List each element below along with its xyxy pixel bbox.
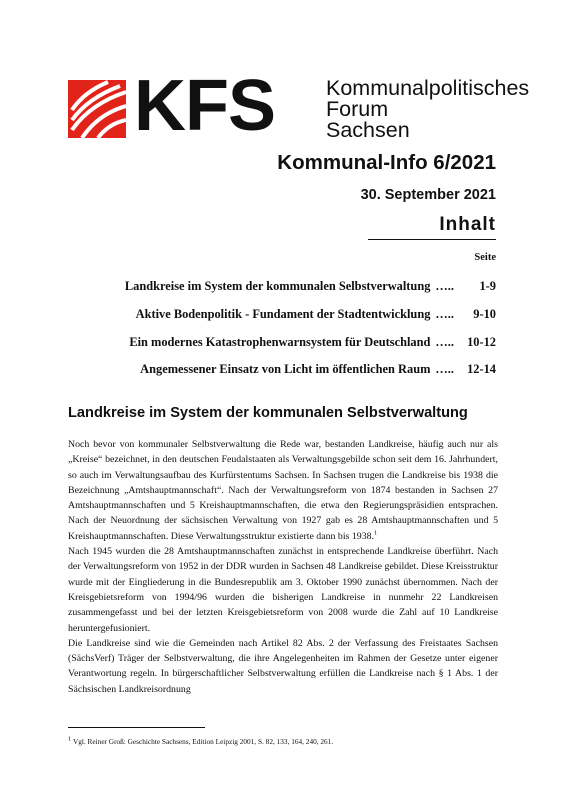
toc-item-pages: 1-9 — [479, 279, 496, 293]
toc-item-title: Landkreise im System der kommunalen Selbstverwaltung — [124, 279, 431, 293]
toc-item[interactable] — [129, 335, 496, 350]
article-paragraph: Die Landkreise sind wie die Gemeinden nach Artikel 82 Abs. 2 der Verfassung des Freistaates Sachsen (SächsVerf) Träger der Selbstverwaltung, die ihre Angelegenheiten im Rahmen der Gesetze unter eigener Verantwortung regeln. In bürgerschaftlicher Selbstverwaltung erfüllen die Landkreise nach § 1 Abs. 1 der Sächsischen Landkreisordnung — [68, 637, 498, 695]
toc-item-pages: 10-12 — [467, 335, 496, 349]
toc-page-column-heading: Seite — [474, 252, 496, 263]
article-body — [68, 437, 498, 697]
logo-letters: KFS — [134, 66, 275, 146]
toc-item[interactable] — [125, 279, 496, 294]
toc-item[interactable] — [136, 307, 496, 322]
footnote — [68, 737, 333, 746]
issue-title: Kommunal-Info 6/2021 — [277, 151, 496, 174]
toc-item-title: Angemessener Einsatz von Licht im öffentlichen Raum — [140, 362, 431, 376]
logo-org-line: Sachsen — [326, 118, 410, 142]
toc-item-leader: ….. — [435, 335, 454, 349]
logo-org-line: Kommunalpolitisches — [326, 76, 530, 100]
kfs-logo — [68, 66, 530, 146]
paragraph-text: Noch bevor von kommunaler Selbstverwaltung die Rede war, bestanden Landkreise, häufig auch nur als „Kreise“ bezeichnet, in den deutschen Feudalstaaten als Verwaltungsgebilde schon seit dem 16. Jahrhundert, so auch im Verwaltungsaufbau des Kurfürstentums Sachsen. In Sachsen trugen die Landkreise bis 1938 die Bezeichnung „Amtshauptmannschaft“. Nach der Verwaltungsreform von 1874 bestanden in Sachsen 27 Amtshauptmannschaften und 5 Kreishauptmannschaften, die etwa den Regierungspräsidien entsprachen. Nach der Neuordnung der sächsischen Verwaltung von 1927 gab es 28 Amtshauptmannschaften und 5 Kreishauptmannschaften. Diese Verwaltungsstruktur existierte dann bis 1938. — [68, 439, 498, 542]
toc-item-leader: ….. — [435, 362, 454, 376]
toc-item-title: Aktive Bodenpolitik - Fundament der Stadtentwicklung — [135, 307, 431, 321]
article-title: Landkreise im System der kommunalen Selbstverwaltung — [68, 405, 468, 421]
issue-date: 30. September 2021 — [360, 187, 496, 203]
footnote-mark: 1 — [68, 735, 72, 743]
toc-item[interactable] — [140, 362, 496, 377]
logo-swoosh-icon — [68, 80, 126, 138]
footnote-text: Vgl. Reiner Groß: Geschichte Sachsens, Edition Leipzig 2001, S. 82, 133, 164, 240, 261. — [71, 737, 334, 746]
toc-item-leader: ….. — [435, 307, 454, 321]
contents-rule — [368, 239, 496, 240]
contents-heading: Inhalt — [439, 214, 496, 235]
toc-item-leader: ….. — [435, 279, 454, 293]
footnote-reference[interactable]: 1 — [374, 529, 378, 537]
article-paragraph — [68, 437, 498, 544]
toc-item-title: Ein modernes Katastrophenwarnsystem für Deutschland — [129, 335, 431, 349]
toc-item-pages: 12-14 — [467, 362, 496, 376]
logo-org-name — [326, 78, 529, 141]
footnote-rule — [68, 727, 205, 728]
article-paragraph: Nach 1945 wurden die 28 Amtshauptmannschaften zunächst in entsprechende Landkreise überführt. Nach der Verwaltungsreform von 1952 in der DDR wurden in Sachsen 48 Landkreise gebildet. Diese Kreisstruktur wurde mit der Eingliederung in die Bundesrepublik am 3. Oktober 1990 zunächst übernommen. Nach der Kreisgebietsreform von 1994/96 wurden die bisherigen Landkreise in nunmehr 22 Landkreisen zusammengefasst und bei der letzten Kreisgebietsreform von 2008 wurde die Zahl auf 10 Landkreise heruntergefusioniert. — [68, 546, 498, 634]
logo-org-line: Forum — [326, 97, 389, 121]
toc-item-pages: 9-10 — [473, 307, 496, 321]
